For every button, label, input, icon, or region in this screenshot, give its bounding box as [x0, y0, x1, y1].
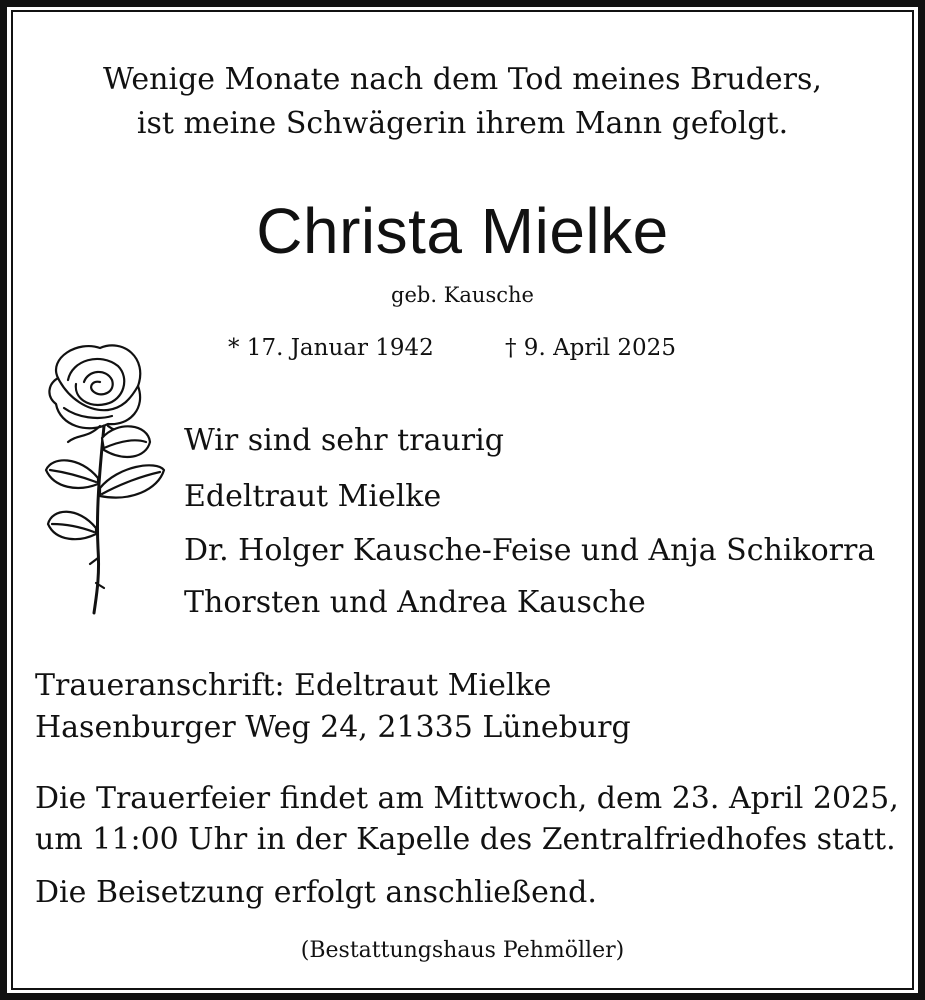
deceased-name: Christa Mielke [256, 195, 669, 267]
mourner-name: Edeltraut Mielke [184, 479, 442, 514]
intro-line-1: Wenige Monate nach dem Tod meines Bruders, [103, 62, 822, 97]
mourner-name: Dr. Holger Kausche-Feise und Anja Schikorra [184, 533, 876, 568]
burial-note: Die Beisetzung erfolgt anschließend. [35, 875, 597, 910]
mourner-name: Thorsten und Andrea Kausche [184, 585, 646, 620]
death-date: † 9. April 2025 [505, 335, 676, 361]
intro-line-2: ist meine Schwägerin ihrem Mann gefolgt. [136, 106, 789, 141]
funeral-home: (Bestattungshaus Pehmöller) [300, 938, 625, 963]
ceremony-line-2: um 11:00 Uhr in der Kapelle des Zentralfriedhofes statt. [35, 822, 896, 857]
birth-name: geb. Kausche [391, 283, 534, 307]
mourning-address-line-2: Hasenburger Weg 24, 21335 Lüneburg [35, 710, 631, 745]
ceremony-line-1: Die Trauerfeier findet am Mittwoch, dem 23. April 2025, [35, 781, 899, 816]
mourning-address-line-1: Traueranschrift: Edeltraut Mielke [35, 668, 552, 703]
mourners-intro: Wir sind sehr traurig [184, 423, 504, 458]
rose-icon [38, 338, 168, 618]
birth-date: * 17. Januar 1942 [228, 335, 434, 361]
